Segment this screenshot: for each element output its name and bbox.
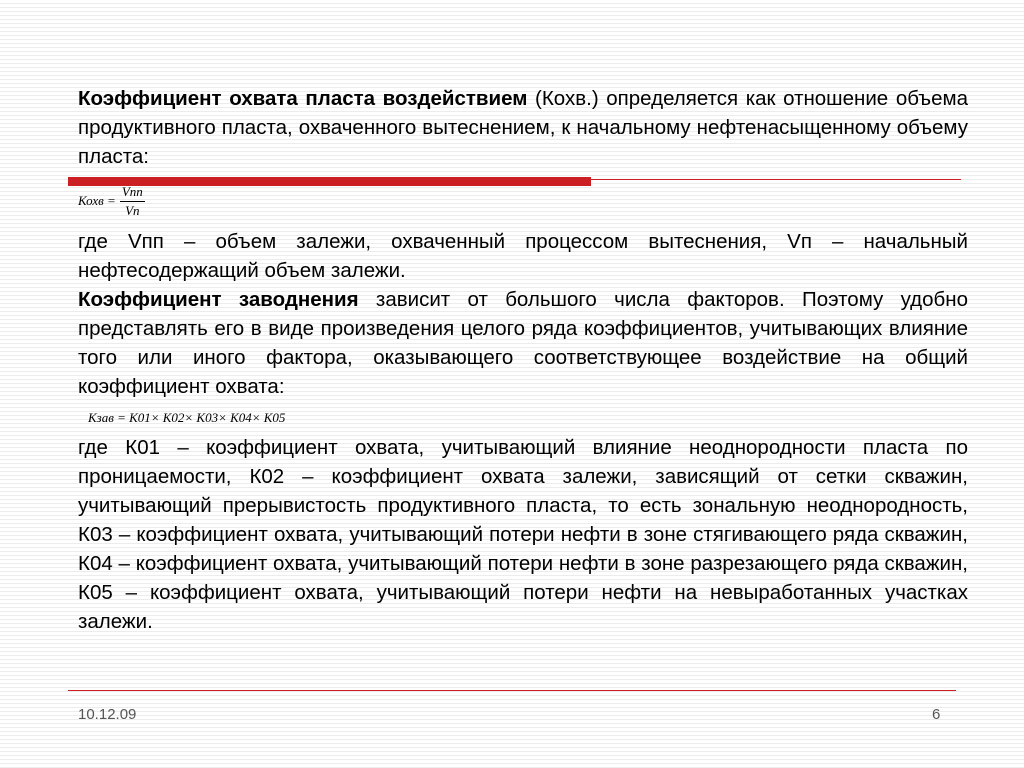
paragraph-flooding-coefficient — [78, 285, 968, 401]
term-flooding-coefficient: Коэффициент заводнения — [78, 288, 359, 311]
page-number: 6 — [932, 706, 941, 723]
formula-flooding-text: Кзав = К01× К02× К03× К04× К05 — [88, 410, 286, 425]
formula-flooding — [88, 407, 968, 429]
term-coverage-coefficient: Коэффициент охвата пласта воздействием — [78, 87, 528, 110]
definition-flooding-coefficient: зависит от большого числа факторов. Поэтому удобно представлять его в виде произведения целого ряда коэффициентов, учитывающих влияние того или иного фактора, оказывающего соответствующее воздействие на общий коэффициент охвата: — [78, 288, 969, 398]
footer-date: 10.12.09 — [78, 706, 137, 723]
slide-body — [78, 84, 968, 636]
formula-coverage — [78, 181, 968, 221]
paragraph-volume-explanation: где Vпп – объем залежи, охваченный процессом вытеснения, Vп – начальный нефтесодержащий объем залежи. — [78, 230, 968, 282]
formula-numerator: Vпп — [120, 184, 145, 202]
footer-divider — [68, 690, 956, 691]
formula-fraction — [120, 184, 145, 219]
formula-denominator: Vп — [125, 202, 140, 218]
paragraph-coverage-coefficient — [78, 84, 968, 171]
paragraph-coefficients-explanation: где К01 – коэффициент охвата, учитывающий влияние неоднородности пласта по проницаемости, К02 – коэффициент охвата залежи, зависящий от сетки скважин, учитывающий прерывистость продуктивного пласта, то есть зональную неоднородность, К03 – коэффициент охвата, учитывающий потери нефти в зоне стягивающего ряда скважин, К04 – коэффициент охвата, учитывающий потери нефти в зоне разрезающего ряда скважин, К05 – коэффициент охвата, учитывающий потери нефти на невыработанных участках залежи. — [78, 436, 968, 633]
definition-coverage-coefficient: (Кохв.) определяется как отношение объема продуктивного пласта, охваченного вытеснением, к начальному нефтенасыщенному объему пласта: — [78, 87, 968, 168]
formula-lhs: Кохв = — [78, 193, 116, 208]
